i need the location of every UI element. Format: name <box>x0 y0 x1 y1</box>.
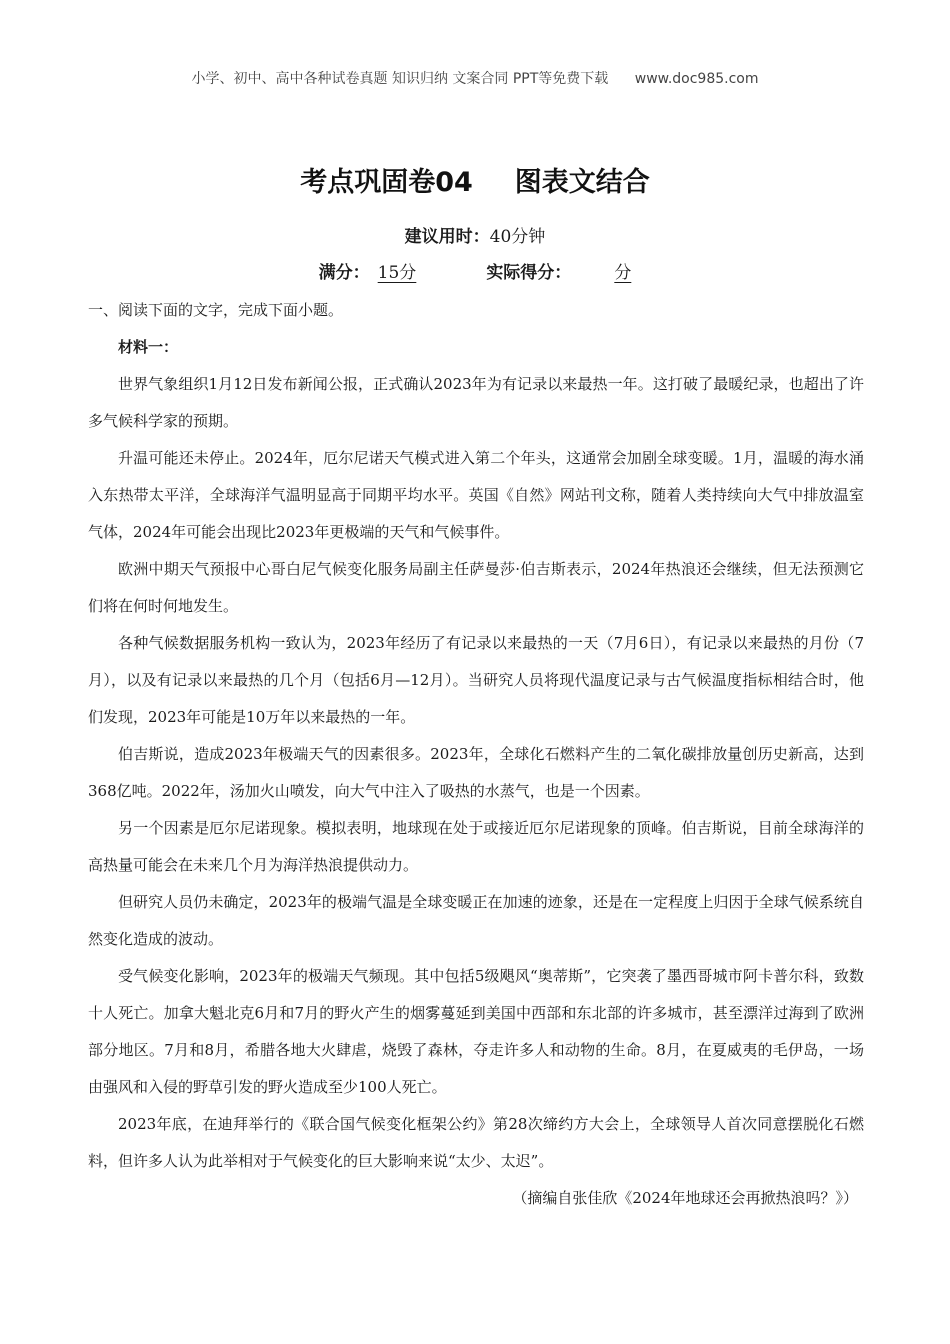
header-site-link[interactable]: www.doc985.com <box>634 71 759 87</box>
material-label: 材料一： <box>118 338 179 356</box>
paragraph: 欧洲中期天气预报中心哥白尼气候变化服务局副主任萨曼莎·伯吉斯表示，2024年热浪还会继续，但无法预测它们将在何时何地发生。 <box>88 560 864 615</box>
reading-passage <box>88 292 864 1217</box>
title-right: 图表文结合 <box>514 167 650 198</box>
time-label: 建议用时： <box>404 227 490 247</box>
header-text: 小学、初中、高中各种试卷真题 知识归纳 文案合同 PPT等免费下载 <box>191 71 609 87</box>
paragraph: 世界气象组织1月12日发布新闻公报，正式确认2023年为有记录以来最热一年。这打破了最暖纪录，也超出了许多气候科学家的预期。 <box>88 375 864 430</box>
full-score-label: 满分： <box>318 263 370 283</box>
title-left: 考点巩固卷04 <box>300 167 473 198</box>
paragraph: 但研究人员仍未确定，2023年的极端气温是全球变暖正在加速的迹象，还是在一定程度上归因于全球气候系统自然变化造成的波动。 <box>88 893 864 948</box>
page-header <box>0 68 950 88</box>
page-title <box>0 160 950 199</box>
paragraph: 受气候变化影响，2023年的极端天气频现。其中包括5级飓风“奥蒂斯”，它突袭了墨西哥城市阿卡普尔科，致数十人死亡。加拿大魁北克6月和7月的野火产生的烟雾蔓延到美国中西部和东北部的许多城市，甚至漂洋过海到了欧洲部分地区。7月和8月，希腊各地大火肆虐，烧毁了森林，夺走许多人和动物的生命。8月，在夏威夷的毛伊岛，一场由强风和入侵的野草引发的野火造成至少100人死亡。 <box>88 967 864 1096</box>
question-instruction: 一、阅读下面的文字，完成下面小题。 <box>88 301 344 319</box>
paragraph: 2023年底，在迪拜举行的《联合国气候变化框架公约》第28次缔约方大会上，全球领导人首次同意摆脱化石燃料，但许多人认为此举相对于气候变化的巨大影响来说“太少、太迟”。 <box>88 1115 864 1170</box>
actual-score-label: 实际得分： <box>486 263 572 283</box>
paragraph: 各种气候数据服务机构一致认为，2023年经历了有记录以来最热的一天（7月6日），有记录以来最热的月份（7月），以及有记录以来最热的几个月（包括6月—12月）。当研究人员将现代温度记录与古气候温度指标相结合时，他们发现，2023年可能是10万年以来最热的一年。 <box>88 634 864 726</box>
time-value: 40分钟 <box>489 227 546 247</box>
score-line <box>0 258 950 283</box>
source-citation: （摘编自张佳欣《2024年地球还会再掀热浪吗？》） <box>512 1189 858 1207</box>
paragraph: 另一个因素是厄尔尼诺现象。模拟表明，地球现在处于或接近厄尔尼诺现象的顶峰。伯吉斯说，目前全球海洋的高热量可能会在未来几个月为海洋热浪提供动力。 <box>88 819 864 874</box>
paragraph: 升温可能还未停止。2024年，厄尔尼诺天气模式进入第二个年头，这通常会加剧全球变暖。1月，温暖的海水涌入东热带太平洋，全球海洋气温明显高于同期平均水平。英国《自然》网站刊文称，随着人类持续向大气中排放温室气体，2024年可能会出现比2023年更极端的天气和气候事件。 <box>88 449 864 541</box>
paragraph: 伯吉斯说，造成2023年极端天气的因素很多。2023年，全球化石燃料产生的二氧化碳排放量创历史新高，达到368亿吨。2022年，汤加火山喷发，向大气中注入了吸热的水蒸气，也是一个因素。 <box>88 745 864 800</box>
full-score-value: 15分 <box>377 263 417 283</box>
suggested-time <box>0 222 950 247</box>
actual-score-blank: 分 <box>614 263 632 283</box>
